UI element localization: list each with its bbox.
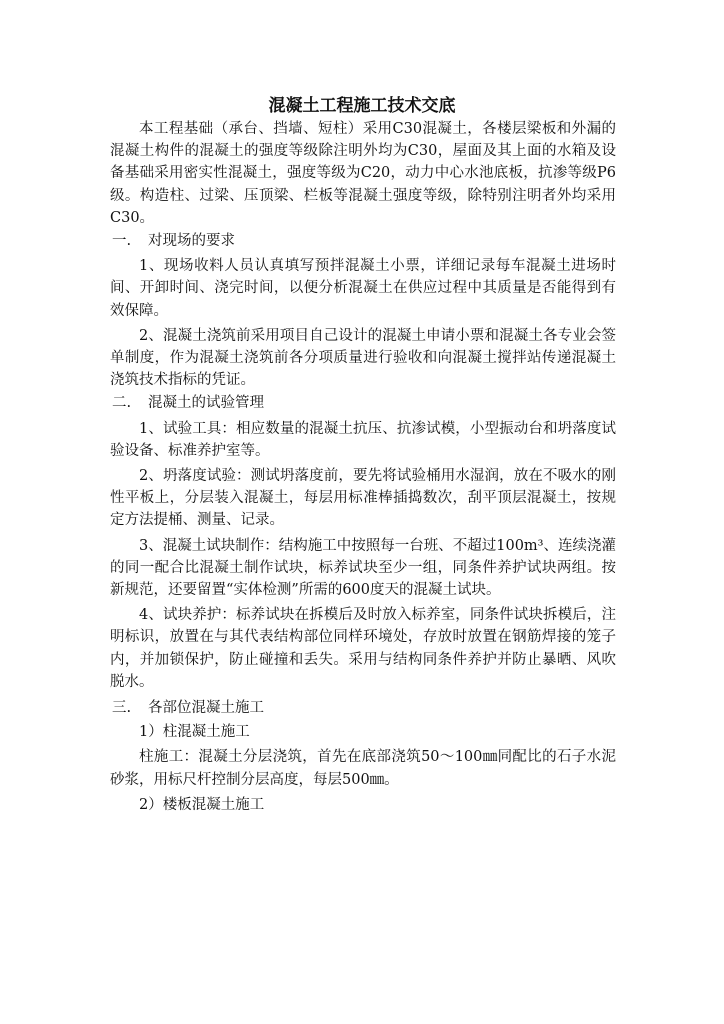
section-3-sub-2-title: 2）楼板混凝土施工: [139, 796, 265, 813]
intro-paragraph: 本工程基础（承台、挡墙、短柱）采用C30混凝土，各楼层梁板和外漏的混凝土构件的混凝土的强度等级除注明外均为C30，屋面及其上面的水箱及设备基础采用密实性混凝土，强度等级为C20，动力中心水池底板，抗渗等级P6级。构造柱、过梁、压顶梁、栏板等混凝土强度等级，除特别注明者外均采用C30。: [110, 121, 616, 226]
document-body: [110, 118, 616, 816]
section-1-paragraph-1: 1、现场收料人员认真填写预拌混凝土小票，详细记录每车混凝土进场时间、开卸时间、浇完时间，以便分析混凝土在供应过程中其质量是否能得到有效保障。: [110, 258, 616, 319]
section-1-title: 对现场的要求: [148, 233, 235, 250]
document-title: 混凝土工程施工技术交底: [268, 96, 456, 116]
section-1-heading: [110, 230, 616, 252]
section-3-title: 各部位混凝土施工: [148, 700, 264, 717]
section-2-heading: [110, 392, 616, 414]
section-3-sub-1-title: 1）柱混凝土施工: [139, 724, 250, 741]
section-2-paragraph-1: 1、试验工具：相应数量的混凝土抗压、抗渗试模，小型振动台和坍落度试验设备、标准养护室等。: [110, 420, 616, 459]
section-1-paragraph-2: 2、混凝土浇筑前采用项目自己设计的混凝土申请小票和混凝土各专业会签单制度，作为混凝土浇筑前各分项质量进行验收和向混凝土搅拌站传递混凝土浇筑技术指标的凭证。: [110, 327, 616, 389]
section-2-number: 二.: [112, 395, 132, 412]
section-3-number: 三.: [112, 700, 132, 717]
section-2-title: 混凝土的试验管理: [148, 395, 264, 412]
section-3-heading: [110, 697, 616, 719]
section-2-paragraph-3: 3、混凝土试块制作：结构施工中按照每一台班、不超过100m³、连续浇灌的同一配合比混凝土制作试块，标养试块至少一组，同条件养护试块两组。按新规范，还要留置“实体检测”所需的600度天的混凝土试块。: [110, 537, 616, 599]
section-1-number: 一.: [112, 233, 132, 250]
section-2-paragraph-2: 2、坍落度试验：测试坍落度前，要先将试验桶用水湿润，放在不吸水的刚性平板上，分层装入混凝土，每层用标准棒插捣数次，刮平顶层混凝土，按规定方法提桶、测量、记录。: [110, 468, 616, 529]
section-2-paragraph-4: 4、试块养护：标养试块在拆模后及时放入标养室，同条件试块拆模后，注明标识，放置在与其代表结构部位同样环境处，存放时放置在钢筋焊接的笼子内，并加锁保护，防止碰撞和丢失。采用与结构同条件养护并防止暴晒、风吹脱水。: [110, 607, 616, 690]
section-3-sub-1-body: 柱施工：混凝土分层浇筑，首先在底部浇筑50～100㎜同配比的石子水泥砂浆，用标尺杆控制分层高度，每层500㎜。: [110, 749, 616, 788]
